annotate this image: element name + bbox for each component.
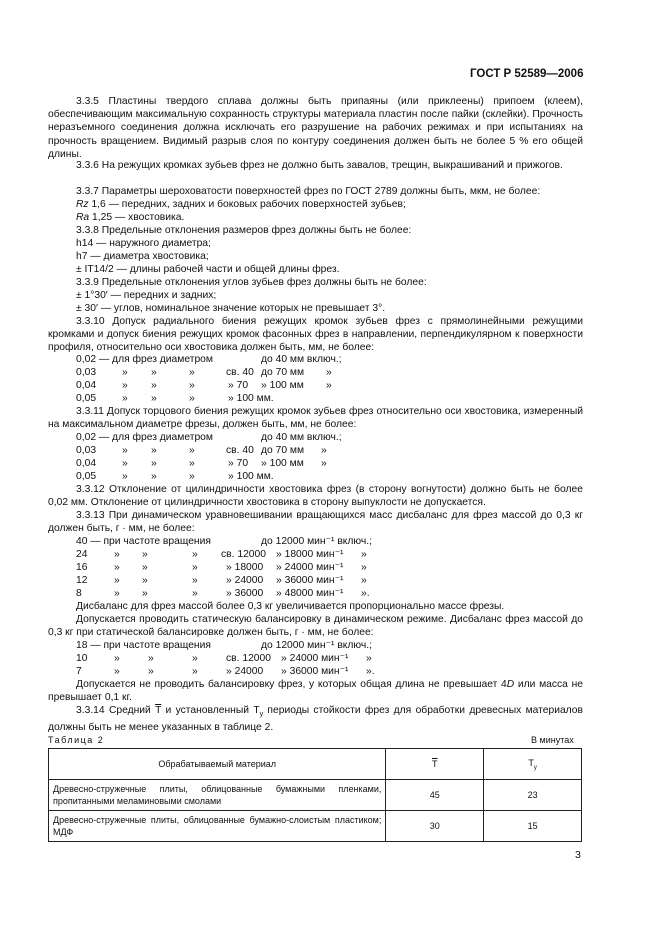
- ditto-mark: »: [192, 575, 198, 586]
- header-subscript: у: [533, 764, 537, 771]
- list-range: до 40 мм включ.;: [261, 432, 342, 443]
- list-value: 0,05: [76, 393, 97, 404]
- ditto-mark: »: [361, 549, 367, 560]
- ditto-mark: »: [114, 666, 120, 677]
- material-cell: Древесно-стружечные плиты, облицованные бумажными пленками, пропитанными меламиновыми смолами: [49, 780, 386, 811]
- list-range: » 100 мм: [261, 458, 304, 469]
- list-range: » 100 мм.: [228, 471, 274, 482]
- list-from: » 24000: [226, 666, 264, 677]
- paragraph-3-3-5: 3.3.5 Пластины твердого сплава должны быть припаяны (или приклеены) припоем (клеем), обеспечивающим максимальную сохранность структуры материала пластин после пайки (склейки). Прочность неразъемного соединения должна исключать его разрушение на рабочих режимах и при испытаниях на прочность вращением. Видимый разрыв слоя по контуру соединения должен быть не более 5 % его общей длины.: [48, 96, 583, 160]
- header-material: Обрабатываемый материал: [49, 749, 386, 780]
- page-number: 3: [575, 849, 581, 861]
- ditto-mark: »: [151, 393, 157, 404]
- ditto-mark: »: [189, 445, 195, 456]
- para-start: 3.3.14 Средний: [76, 705, 156, 716]
- list-from: » 18000: [226, 562, 264, 573]
- list-range: » 100 мм.: [228, 393, 274, 404]
- ditto-mark: »: [114, 588, 120, 599]
- ditto-mark: »: [151, 380, 157, 391]
- ditto-mark: »: [189, 458, 195, 469]
- list-range: » 48000 мин⁻¹: [276, 588, 344, 599]
- table-unit: В минутах: [531, 735, 574, 745]
- roughness-ra: [76, 211, 576, 224]
- list-range: » 36000 мин⁻¹: [276, 575, 344, 586]
- paragraph-3-3-10: 3.3.10 Допуск радиального биения режущих кромок зубьев фрез с прямолинейными режущими кромками и допуск биения режущих кромок фасонных фрез в направлении, перпендикулярном к поверхности профиля, относительно оси хвостовика должен быть, мм, не более:: [48, 316, 583, 354]
- ditto-mark: »: [192, 562, 198, 573]
- ditto-mark: »: [192, 653, 198, 664]
- list-from: » 70: [228, 458, 249, 469]
- list-from: св. 40: [226, 445, 254, 456]
- list-range: до 12000 мин⁻¹ включ.;: [261, 640, 373, 651]
- roughness-rz: [76, 198, 576, 211]
- ditto-mark: »: [192, 666, 198, 677]
- list-range: до 70 мм: [261, 367, 305, 378]
- diameter-symbol: D: [506, 679, 515, 690]
- list-range: » 24000 мин⁻¹: [281, 653, 349, 664]
- ditto-mark: »: [122, 458, 128, 469]
- list-value: 0,04: [76, 380, 97, 391]
- ditto-mark: »: [114, 549, 120, 560]
- ditto-mark: »: [114, 653, 120, 664]
- ditto-mark: »: [366, 653, 372, 664]
- ditto-mark: »: [151, 445, 157, 456]
- paragraph-3-3-13: 3.3.13 При динамическом уравновешивании вращающихся масс дисбаланс для фрез массой до 0,3 кг должен быть, г · мм, не более:: [48, 510, 583, 535]
- paragraph-3-3-11: 3.3.11 Допуск торцового биения режущих кромок зубьев фрез относительно оси хвостовика, измеренный на максимальном диаметре фрезы, должен быть, мм, не более:: [48, 406, 583, 431]
- list-value: 40 — при частоте вращения: [76, 536, 211, 547]
- ra-text: 1,25 — хвостовика.: [89, 212, 185, 223]
- list-value: 0,03: [76, 367, 97, 378]
- paragraph-3-3-7: 3.3.7 Параметры шероховатости поверхностей фрез по ГОСТ 2789 должны быть, мкм, не более:: [76, 186, 541, 197]
- ditto-mark: »: [361, 575, 367, 586]
- list-value: 18 — при частоте вращения: [76, 640, 211, 651]
- list-value: 0,05: [76, 471, 97, 482]
- paragraph-3-3-14: [48, 704, 583, 734]
- ditto-mark: »: [142, 562, 148, 573]
- paragraph-no-balancing: [48, 678, 583, 704]
- list-value: 0,04: [76, 458, 97, 469]
- list-from: св. 40: [226, 367, 254, 378]
- ditto-mark: »: [189, 393, 195, 404]
- tolerance-h14: h14 — наружного диаметра;: [76, 238, 211, 249]
- rz-symbol: Rz: [76, 199, 89, 210]
- paragraph-3-3-8: 3.3.8 Предельные отклонения размеров фрез должны быть не более:: [76, 225, 412, 236]
- list-from: св. 12000: [221, 549, 266, 560]
- ditto-mark: ».: [366, 666, 375, 677]
- mean-life-symbol: $\overline{T}$: [155, 705, 162, 716]
- rz-text: 1,6 — передних, задних и боковых рабочих поверхностей зубьев;: [88, 199, 406, 210]
- material-cell: Древесно-стружечные плиты, облицованные бумажно-слоистым пластиком; МДФ: [49, 811, 386, 842]
- ditto-mark: »: [122, 380, 128, 391]
- list-from: » 70: [228, 380, 249, 391]
- tolerance-h7: h7 — диаметра хвостовика;: [76, 251, 209, 262]
- paragraph-3-3-9: 3.3.9 Предельные отклонения углов зубьев фрез должны быть не более:: [76, 277, 427, 288]
- durability-table: [48, 748, 582, 842]
- ditto-mark: ».: [361, 588, 370, 599]
- mean-life-cell: 30: [386, 811, 484, 842]
- ditto-mark: »: [321, 445, 327, 456]
- angle-tolerance-1: ± 1°30′ — передних и задних;: [76, 290, 217, 301]
- ditto-mark: »: [142, 549, 148, 560]
- tolerance-it14: ± IT14/2 — длины рабочей части и общей длины фрез.: [76, 264, 340, 275]
- list-value: 10: [76, 653, 88, 664]
- ditto-mark: »: [189, 367, 195, 378]
- table-row: [49, 811, 582, 842]
- ditto-mark: »: [321, 458, 327, 469]
- ditto-mark: »: [114, 575, 120, 586]
- ditto-mark: »: [122, 393, 128, 404]
- list-from: » 36000: [226, 588, 264, 599]
- list-range: » 24000 мин⁻¹: [276, 562, 344, 573]
- list-range: до 12000 мин⁻¹ включ.;: [261, 536, 373, 547]
- list-range: » 18000 мин⁻¹: [276, 549, 344, 560]
- list-from: св. 12000: [226, 653, 271, 664]
- no-balancing-text-end: или масса не превышает 0,1 кг.: [48, 679, 583, 704]
- list-range: до 70 мм: [261, 445, 305, 456]
- list-value: 24: [76, 549, 88, 560]
- ditto-mark: »: [151, 471, 157, 482]
- ditto-mark: »: [189, 380, 195, 391]
- para-end: периоды стойкости фрез для обработки древесных материалов должны быть не менее указанных в таблице 2.: [48, 705, 583, 734]
- header-mean-life: [386, 749, 484, 780]
- ditto-mark: »: [151, 458, 157, 469]
- table-header-row: [49, 749, 582, 780]
- list-from: » 24000: [226, 575, 264, 586]
- ditto-mark: »: [192, 588, 198, 599]
- set-life-cell: 23: [484, 780, 582, 811]
- ditto-mark: »: [326, 367, 332, 378]
- ditto-mark: »: [122, 445, 128, 456]
- paragraph-3-3-6: 3.3.6 На режущих кромках зубьев фрез не должно быть завалов, трещин, выкрашиваний и прижогов.: [76, 160, 563, 171]
- list-value: 16: [76, 562, 88, 573]
- list-value: 7: [76, 666, 82, 677]
- ditto-mark: »: [122, 471, 128, 482]
- list-range: » 100 мм: [261, 380, 304, 391]
- paragraph-3-3-12: 3.3.12 Отклонение от цилиндричности хвостовика фрез (в сторону вогнутости) должно быть не более 0,02 мм. Отклонение от цилиндричности хвостовика в сторону выпуклости не допускается.: [48, 484, 583, 509]
- ditto-mark: »: [151, 367, 157, 378]
- list-value: 0,03: [76, 445, 97, 456]
- ditto-mark: »: [142, 588, 148, 599]
- paragraph-static-balancing: Допускается проводить статическую балансировку в динамическом режиме. Дисбаланс фрез массой до 0,3 кг при статической балансировке должен быть, г · мм, не более:: [48, 614, 583, 639]
- paragraph-disbalance: Дисбаланс для фрез массой более 0,3 кг увеличивается пропорционально массе фрезы.: [76, 601, 505, 612]
- para-middle: и установленный T: [161, 705, 260, 716]
- list-value: 8: [76, 588, 82, 599]
- no-balancing-text: Допускается не проводить балансировку фрез, у которых общая длина не превышает 4: [76, 679, 507, 690]
- list-value: 0,02 — для фрез диаметром: [76, 432, 213, 443]
- ra-symbol: Ra: [76, 212, 90, 223]
- list-range: » 36000 мин⁻¹: [281, 666, 349, 677]
- ditto-mark: »: [189, 471, 195, 482]
- subscript: у: [259, 711, 264, 719]
- list-value: 12: [76, 575, 88, 586]
- document-header: ГОСТ Р 52589—2006: [470, 68, 584, 80]
- set-life-cell: 15: [484, 811, 582, 842]
- list-range: до 40 мм включ.;: [261, 354, 342, 365]
- ditto-mark: »: [114, 562, 120, 573]
- ditto-mark: »: [148, 666, 154, 677]
- ditto-mark: »: [192, 549, 198, 560]
- ditto-mark: »: [326, 380, 332, 391]
- ditto-mark: »: [122, 367, 128, 378]
- ditto-mark: »: [142, 575, 148, 586]
- angle-tolerance-2: ± 30′ — углов, номинальное значение которых не превышает 3°.: [76, 303, 386, 314]
- header-t-symbol: $\overline{T}$: [432, 759, 438, 769]
- header-ty-symbol: T: [528, 757, 534, 768]
- table-caption: Таблица 2: [48, 735, 105, 745]
- mean-life-cell: 45: [386, 780, 484, 811]
- ditto-mark: »: [148, 653, 154, 664]
- list-value: 0,02 — для фрез диаметром: [76, 354, 213, 365]
- ditto-mark: »: [361, 562, 367, 573]
- table-row: [49, 780, 582, 811]
- header-set-life: [484, 749, 582, 780]
